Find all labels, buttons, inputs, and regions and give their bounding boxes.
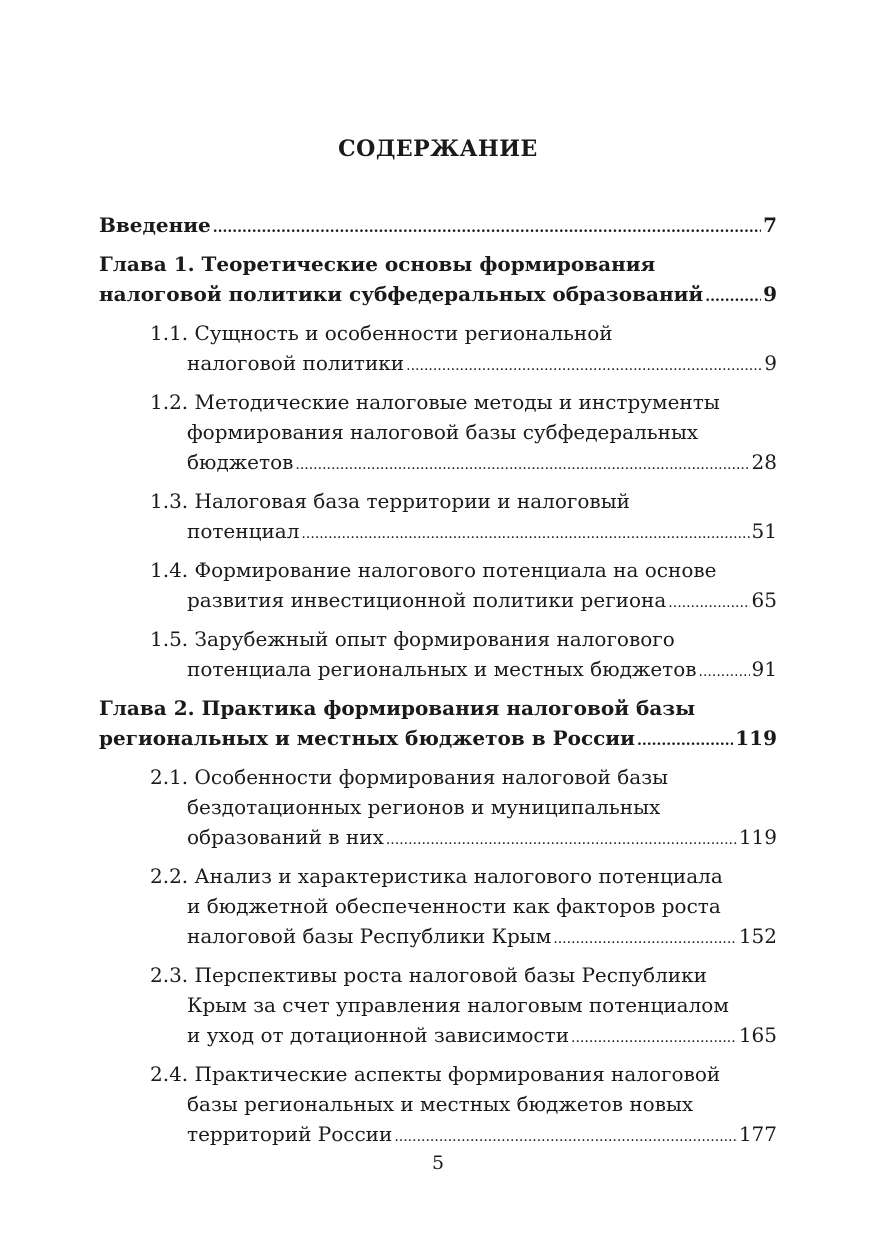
toc-entry-title: 1.2. Методические налоговые методы и инструменты [150, 390, 720, 414]
toc-entry-title: 2.1. Особенности формирования налоговой базы [150, 765, 669, 789]
toc-entry-title: формирования налоговой базы субфедеральных [187, 420, 699, 444]
toc-entry-line [150, 348, 777, 381]
toc-entry-line [150, 921, 777, 954]
toc-entry-section-2-4[interactable] [150, 1059, 777, 1152]
toc-entry-title: и бюджетной обеспеченности как факторов роста [187, 894, 721, 918]
toc-entry-line [150, 585, 777, 618]
toc-entry-title: налоговой политики [187, 351, 405, 375]
toc-entry-title: налоговой политики субфедеральных образований [99, 282, 704, 306]
toc-entry-line [150, 822, 777, 855]
page-title: СОДЕРЖАНИЕ [338, 136, 538, 162]
toc-page-number: 91 [751, 657, 777, 681]
toc-page-number: 7 [763, 213, 777, 237]
toc-entry-title: 2.3. Перспективы роста налоговой базы Республики [150, 963, 707, 987]
toc-page-number: 9 [763, 282, 777, 306]
toc-entry-section-2-1[interactable] [150, 762, 777, 855]
toc-page-number: 165 [738, 1023, 777, 1047]
toc-entry-title: и уход от дотационной зависимости [187, 1023, 570, 1047]
table-of-contents [99, 210, 777, 1158]
dot-leader [699, 657, 750, 687]
dot-leader [637, 726, 733, 756]
toc-entry-line [99, 723, 777, 756]
toc-page-number: 119 [735, 726, 777, 750]
toc-entry-title: базы региональных и местных бюджетов новых [187, 1092, 694, 1116]
toc-entry-title: Крым за счет управления налоговым потенциалом [187, 993, 729, 1017]
toc-entry-title: 2.4. Практические аспекты формирования налоговой [150, 1062, 721, 1086]
dot-leader [668, 588, 749, 618]
toc-entry-title: Введение [99, 213, 211, 237]
toc-page-number: 51 [751, 519, 777, 543]
toc-entry-title: 1.3. Налоговая база территории и налоговый [150, 489, 630, 513]
toc-entry-title: Глава 1. Теоретические основы формирования [99, 252, 656, 276]
dot-leader [553, 924, 737, 954]
toc-entry-title: региональных и местных бюджетов в России [99, 726, 635, 750]
toc-entry-title: 1.4. Формирование налогового потенциала на основе [150, 558, 717, 582]
toc-entry-line [150, 1119, 777, 1152]
toc-entry-title: налоговой базы Республики Крым [187, 924, 552, 948]
toc-entry-title: развития инвестиционной политики региона [187, 588, 667, 612]
toc-entry-section-1-2[interactable] [150, 387, 777, 480]
dot-leader [571, 1023, 737, 1053]
toc-entry-section-1-3[interactable] [150, 486, 777, 549]
toc-entry-section-1-1[interactable] [150, 318, 777, 381]
toc-entry-title: 1.5. Зарубежный опыт формирования налогового [150, 627, 675, 651]
toc-entry-chapter-2[interactable] [99, 693, 777, 756]
toc-page-number: 65 [751, 588, 777, 612]
toc-entry-line [150, 516, 777, 549]
toc-entry-title: 2.2. Анализ и характеристика налогового потенциала [150, 864, 723, 888]
toc-entry-title: 1.1. Сущность и особенности региональной [150, 321, 613, 345]
toc-page-number: 152 [738, 924, 777, 948]
toc-page-number: 28 [751, 450, 777, 474]
dot-leader [386, 825, 737, 855]
page-number: 5 [431, 1152, 445, 1174]
dot-leader [301, 519, 749, 549]
toc-entry-title: Глава 2. Практика формирования налоговой базы [99, 696, 696, 720]
toc-entry-title: потенциала региональных и местных бюджетов [187, 657, 697, 681]
toc-page-number: 9 [764, 351, 777, 375]
dot-leader [394, 1122, 736, 1152]
toc-entry-chapter-1[interactable] [99, 249, 777, 312]
dot-leader [705, 282, 761, 312]
toc-entry-line [150, 1020, 777, 1053]
toc-entry-introduction[interactable] [99, 210, 777, 243]
toc-entry-title: бюджетов [187, 450, 294, 474]
toc-entry-title: бездотационных регионов и муниципальных [187, 795, 661, 819]
dot-leader [295, 450, 749, 480]
toc-page-number: 119 [738, 825, 777, 849]
toc-entry-line [150, 447, 777, 480]
toc-entry-section-1-4[interactable] [150, 555, 777, 618]
toc-entry-section-2-2[interactable] [150, 861, 777, 954]
toc-entry-section-2-3[interactable] [150, 960, 777, 1053]
toc-entry-section-1-5[interactable] [150, 624, 777, 687]
toc-entry-title: образований в них [187, 825, 384, 849]
dot-leader [406, 351, 762, 381]
toc-entry-line [99, 210, 777, 243]
toc-entry-line [150, 654, 777, 687]
toc-entry-title: территорий России [187, 1122, 393, 1146]
toc-page-number: 177 [738, 1122, 777, 1146]
toc-entry-title: потенциал [187, 519, 300, 543]
dot-leader [213, 213, 761, 243]
toc-entry-line [99, 279, 777, 312]
